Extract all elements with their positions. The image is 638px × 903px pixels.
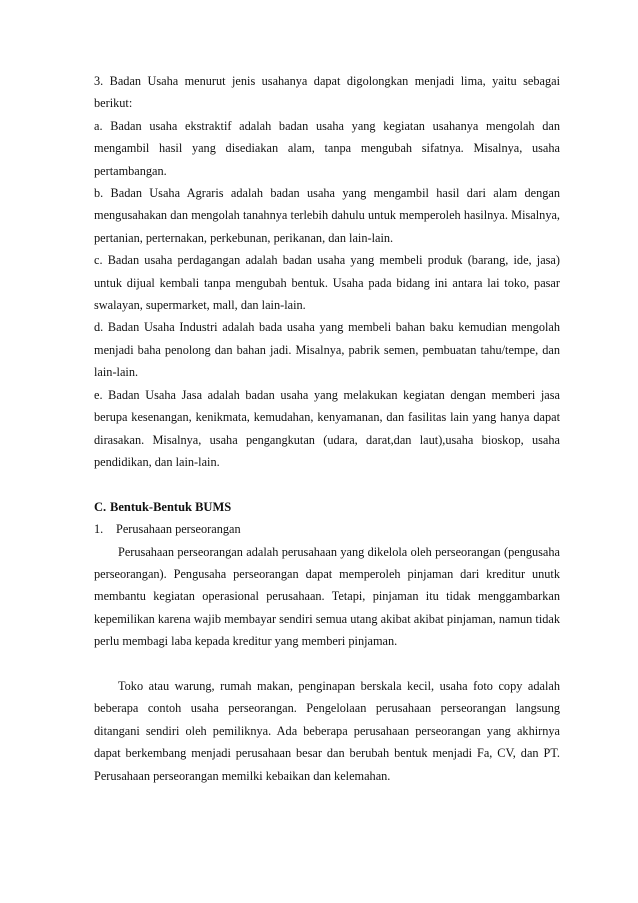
body-paragraph-1: Perusahaan perseorangan adalah perusahaan yang dikelola oleh perseorangan (pengusaha perseorangan). Pengusaha perseorangan dapat memperoleh pinjaman dari kreditur unutk membantu kegiatan operasional perusahaan. Tetapi, pinjaman itu tidak menggambarkan kepemilikan karena wajib membayar sendiri semua utang akibat akibat pinjaman, namun tidak perlu membagi laba kepada kreditur yang memberi pinjaman. (94, 544, 560, 649)
section-number: C. (94, 499, 107, 514)
list-item-d: d. Badan Usaha Industri adalah bada usaha yang membeli bahan baku kemudian mengolah menjadi baha penolong dan bahan jadi. Misalnya, pabrik semen, pembuatan tahu/tempe, dan lain-lain. (94, 320, 560, 380)
intro-paragraph: 3. Badan Usaha menurut jenis usahanya dapat digolongkan menjadi lima, yaitu sebagai berikut: (94, 74, 560, 111)
spacer (94, 653, 560, 675)
document-page (94, 70, 560, 787)
subsection-number: 1. (94, 522, 104, 537)
list-item-a: a. Badan usaha ekstraktif adalah badan usaha yang kegiatan usahanya mengolah dan mengambil hasil yang disediakan alam, tanpa mengubah sifatnya. Misalnya, usaha pertambangan. (94, 118, 560, 178)
subsection-title: Perusahaan perseorangan (116, 522, 241, 537)
list-item-c: c. Badan usaha perdagangan adalah badan usaha yang membeli produk (barang, ide, jasa) untuk dijual kembali tanpa mengubah bentuk. Usaha pada bidang ini antara lai toko, pasar swalayan, supermarket, mall, dan lain-lain. (94, 253, 560, 313)
list-item-b: b. Badan Usaha Agraris adalah badan usaha yang mengambil hasil dari alam dengan mengusahakan dan mengolah tanahnya terlebih dahulu untuk memperoleh hasilnya. Misalnya, pertanian, perternakan, perkebunan, perikanan, dan lain-lain. (94, 186, 560, 245)
section-title: Bentuk-Bentuk BUMS (110, 499, 232, 514)
subsection-heading (94, 518, 560, 540)
body-paragraph-2: Toko atau warung, rumah makan, penginapan berskala kecil, usaha foto copy adalah beberapa contoh usaha perseorangan. Pengelolaan perusahaan perseorangan langsung ditangani sendiri oleh pemiliknya. Ada beberapa perusahaan perseorangan yang akhirnya dapat berkembang menjadi perusahaan besar dan berubah bentuk menjadi Fa, CV, dan PT. Perusahaan perseorangan memilki kebaikan dan kelemahan. (94, 678, 560, 783)
list-item-e: e. Badan Usaha Jasa adalah badan usaha yang melakukan kegiatan dengan memberi jasa berupa kesenangan, kenikmata, kemudahan, kenyamanan, dan fasilitas lain yang hanya dapat dirasakan. Misalnya, usaha pengangkutan (udara, darat,dan laut),usaha bioskop, usaha pendidikan, dan lain-lain. (94, 387, 560, 469)
section-heading (94, 496, 560, 518)
spacer (94, 473, 560, 495)
